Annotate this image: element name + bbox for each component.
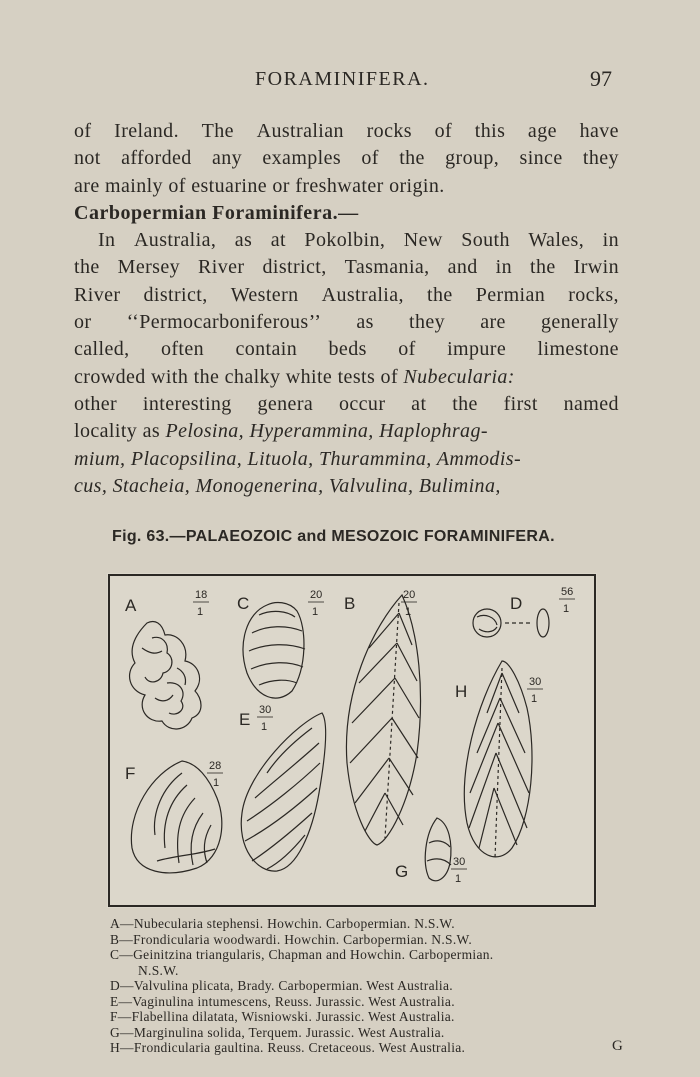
word: have [579,120,619,142]
legend-item: D—Valvulina plicata, Brady. Carbopermian. West Australia. [110,978,453,993]
word: are [480,311,506,334]
word: in [602,229,619,252]
text-run: crowded with the chalky white tests of [74,365,404,388]
label-a: A [125,596,137,615]
word: district, [262,256,327,279]
word: beds [328,338,367,361]
legend-item: H—Frondicularia gaultina. Reuss. Cretaceous. West Australia. [110,1040,466,1055]
legend-item: G—Marginulina solida, Terquem. Jurassic. West Australia. [110,1024,445,1040]
word: limestone [537,338,619,361]
scale-h-den: 1 [531,693,538,705]
word: River [74,283,121,306]
word: Australia, [321,283,404,306]
word: named [563,392,619,415]
legend-item: F—Flabellina dilatata, Wisniowski. Jurassic. West Australia. [110,1009,455,1024]
text-line [74,391,619,418]
word: the [452,392,478,415]
text-line [74,446,619,473]
word: age [527,120,557,142]
text-line [74,364,619,391]
word: they [409,311,446,334]
legend-item: B—Frondicularia woodwardi. Howchin. Carbopermian. N.S.W. [110,931,472,947]
italic-run: mium, Placopsilina, Lituola, Thurammina, Ammodis- [74,447,522,470]
word: New [403,229,443,252]
word: Wales, [528,229,585,252]
text-line [74,418,619,445]
word: afforded [121,147,192,170]
word: this [474,120,506,142]
text-line [74,254,619,281]
scale-f-num: 28 [209,760,222,772]
page-number: 97 [590,66,612,91]
legend-item: E—Vaginulina intumescens, Reuss. Jurassic. West Australia. [110,993,455,1009]
figure-caption: Fig. 63.—PALAEOZOIC and MESOZOIC FORAMINIFERA. [112,528,555,545]
word: they [582,147,619,170]
word: River [198,256,245,279]
word: examples [262,147,342,170]
specimen-g [425,818,451,881]
scale-g-den: 1 [455,873,462,885]
word: often [160,338,205,361]
scale-e-den: 1 [261,721,268,733]
specimen-d [473,609,549,637]
word: or [74,311,92,334]
word: of [74,120,92,142]
word: Ireland. [114,120,179,142]
scale-d-num: 56 [561,586,574,598]
legend-item: A—Nubecularia stephensi. Howchin. Carbopermian. N.S.W. [110,916,455,931]
label-e: E [239,710,251,729]
specimen-h [464,661,532,858]
scale-a-num: 18 [195,589,208,601]
text-line [74,282,619,309]
word: Australia, [133,229,217,252]
specimen-c [243,603,305,699]
text-line [74,309,619,336]
specimen-e [241,713,325,871]
word: Irwin [573,256,619,279]
word: The [201,120,234,142]
figure-plate [107,573,597,908]
legend-item-continuation: N.S.W. [138,962,179,978]
label-h: H [455,682,468,701]
scale-g-num: 30 [453,856,466,868]
figure-legend [110,916,610,1056]
label-b: B [344,594,356,613]
word: rocks [366,120,412,142]
specimen-a [130,622,201,729]
text-line [74,118,619,145]
word: the [399,147,425,170]
word: not [74,147,101,170]
word: rocks, [568,283,619,306]
signature-mark: G [612,1038,623,1054]
text-line [74,473,619,500]
word: Western [230,283,299,306]
scale-c-den: 1 [312,606,319,618]
word: called, [74,338,130,361]
scale-d-den: 1 [563,603,570,615]
italic-run: Pelosina, Hyperammina, Haplophrag- [165,420,488,443]
word: in [495,256,513,279]
word: ‘‘Permocarboniferous’’ [126,311,322,334]
word: Tasmania, [344,256,430,279]
word: the [530,256,556,279]
text-line [74,336,619,363]
word: interesting [142,392,232,415]
word: South [461,229,510,252]
scale-c-num: 20 [310,589,323,601]
legend-item: C—Geinitzina triangularis, Chapman and Howchin. Carbopermian. [110,947,494,962]
word: In [98,229,116,252]
word: as [356,311,374,334]
scale-f-den: 1 [213,777,220,789]
body-text [74,118,619,500]
word: Permian [475,283,546,306]
specimen-b [346,595,420,845]
running-head [0,68,700,98]
section-heading: Carbopermian Foraminifera.— [74,201,359,224]
italic-run: cus, Stacheia, Monogenerina, Valvulina, Bulimina, [74,474,501,497]
word: contain [235,338,298,361]
scale-h-num: 30 [529,676,542,688]
text-line: are mainly of estuarine or freshwater origin. [74,174,445,197]
text-line [74,145,619,172]
word: of [398,338,416,361]
word: first [503,392,538,415]
foraminifera-illustration [107,573,597,908]
text-run: locality as [74,420,166,443]
scale-b-den: 1 [405,606,412,618]
word: occur [338,392,386,415]
word: since [519,147,563,170]
word: as [234,229,253,252]
word: Pokolbin, [304,229,386,252]
word: at [270,229,286,252]
running-title: FORAMINIFERA. [255,68,430,90]
label-d: D [510,594,523,613]
word: other [74,392,118,415]
specimen-f [131,761,221,873]
word: genera [257,392,314,415]
word: group, [445,147,500,170]
word: the [74,256,100,279]
label-c: C [237,594,250,613]
word: Australian [256,120,344,142]
word: Mersey [117,256,181,279]
scale-a-den: 1 [197,606,204,618]
scale-b-num: 20 [403,589,416,601]
scale-e-num: 30 [259,704,272,716]
word: and [447,256,478,279]
word: district, [143,283,208,306]
word: the [427,283,453,306]
text-line [74,227,619,254]
label-g: G [395,862,409,881]
word: of [361,147,379,170]
word: generally [540,311,619,334]
label-f: F [125,764,136,783]
word: any [211,147,243,170]
word: impure [447,338,507,361]
italic-run: Nubecularia: [403,365,515,388]
word: of [434,120,453,142]
word: at [411,392,427,415]
